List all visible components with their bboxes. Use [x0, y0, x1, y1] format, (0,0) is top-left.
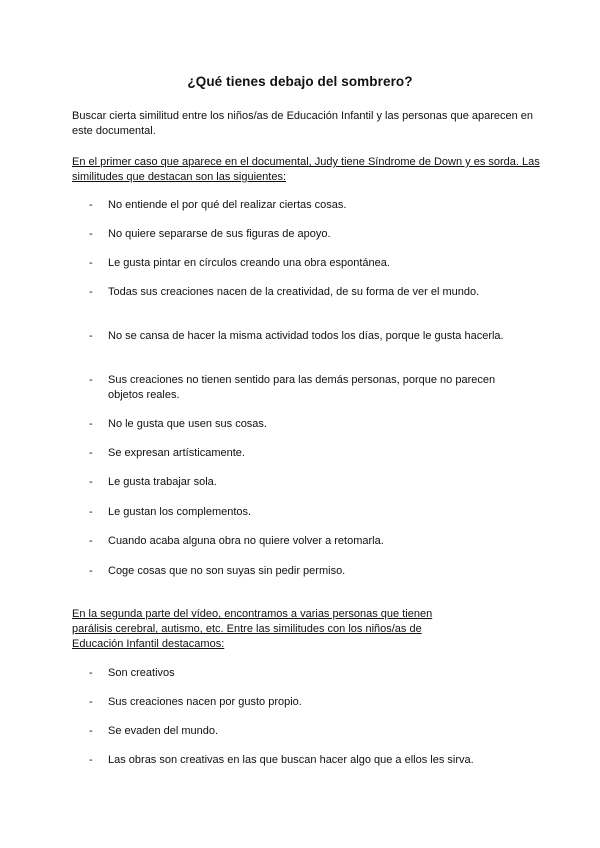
list-item-text: Coge cosas que no son suyas sin pedir permiso.	[108, 565, 346, 577]
list-item-text: Son creativos	[108, 667, 175, 679]
list-item	[72, 695, 542, 710]
list-item	[72, 417, 542, 432]
list-item-text: Le gusta pintar en círculos creando una obra espontánea.	[108, 257, 390, 269]
list-item-text: Sus creaciones nacen por gusto propio.	[108, 696, 302, 708]
bullet-dash: -	[89, 565, 93, 577]
list-item	[72, 666, 542, 681]
bullet-dash: -	[89, 725, 93, 737]
intro-paragraph: Buscar cierta similitud entre los niños/as de Educación Infantil y las personas que aparecen en este documental.	[72, 110, 534, 137]
bullet-dash: -	[89, 330, 93, 342]
list-item-text: Las obras son creativas en las que buscan hacer algo que a ellos les sirva.	[108, 754, 474, 766]
list-item	[72, 198, 542, 213]
list-item-text: No quiere separarse de sus figuras de apoyo.	[108, 228, 331, 240]
list-item	[72, 505, 542, 520]
list-item-text: Todas sus creaciones nacen de la creatividad, de su forma de ver el mundo.	[108, 286, 480, 298]
list-item-text: Sus creaciones no tienen sentido para las demás personas, porque no parecen objetos reales.	[108, 374, 496, 401]
list-item	[72, 724, 542, 739]
list-item-text: Le gustan los complementos.	[108, 506, 252, 518]
list-item-text: No le gusta que usen sus cosas.	[108, 418, 267, 430]
list-item-text: Le gusta trabajar sola.	[108, 476, 217, 488]
bullet-dash: -	[89, 418, 93, 430]
bullet-dash: -	[89, 667, 93, 679]
list-item	[72, 373, 508, 403]
bullet-dash: -	[89, 535, 93, 547]
bullet-dash: -	[89, 374, 93, 386]
bullet-dash: -	[89, 199, 93, 211]
list-item	[72, 256, 542, 271]
list-item	[72, 446, 542, 461]
bullet-dash: -	[89, 696, 93, 708]
list-item-text: No se cansa de hacer la misma actividad todos los días, porque le gusta hacerla.	[108, 330, 504, 342]
bullet-dash: -	[89, 754, 93, 766]
bullet-dash: -	[89, 447, 93, 459]
list-item	[72, 475, 542, 490]
list-item-text: Se evaden del mundo.	[108, 725, 219, 737]
list-item	[72, 534, 542, 549]
section2-heading: En la segunda parte del vídeo, encontramos a varias personas que tienen parálisis cerebral, autismo, etc. Entre las similitudes con los niños/as de Educación Infantil destacamos:	[72, 608, 433, 650]
bullet-dash: -	[89, 286, 93, 298]
list-item	[72, 285, 488, 300]
list-item	[72, 564, 542, 579]
list-item-text: Se expresan artísticamente.	[108, 447, 245, 459]
bullet-dash: -	[89, 506, 93, 518]
list-item	[72, 753, 542, 768]
section1-heading: En el primer caso que aparece en el documental, Judy tiene Síndrome de Down y es sorda. Las similitudes que destacan son las siguientes:	[72, 156, 540, 183]
bullet-dash: -	[89, 228, 93, 240]
list-item-text: No entiende el por qué del realizar ciertas cosas.	[108, 199, 347, 211]
list-item	[72, 227, 542, 242]
bullet-dash: -	[89, 476, 93, 488]
document-title: ¿Qué tienes debajo del sombrero?	[187, 74, 413, 89]
bullet-dash: -	[89, 257, 93, 269]
list-item	[72, 329, 518, 344]
list-item-text: Cuando acaba alguna obra no quiere volver a retomarla.	[108, 535, 384, 547]
